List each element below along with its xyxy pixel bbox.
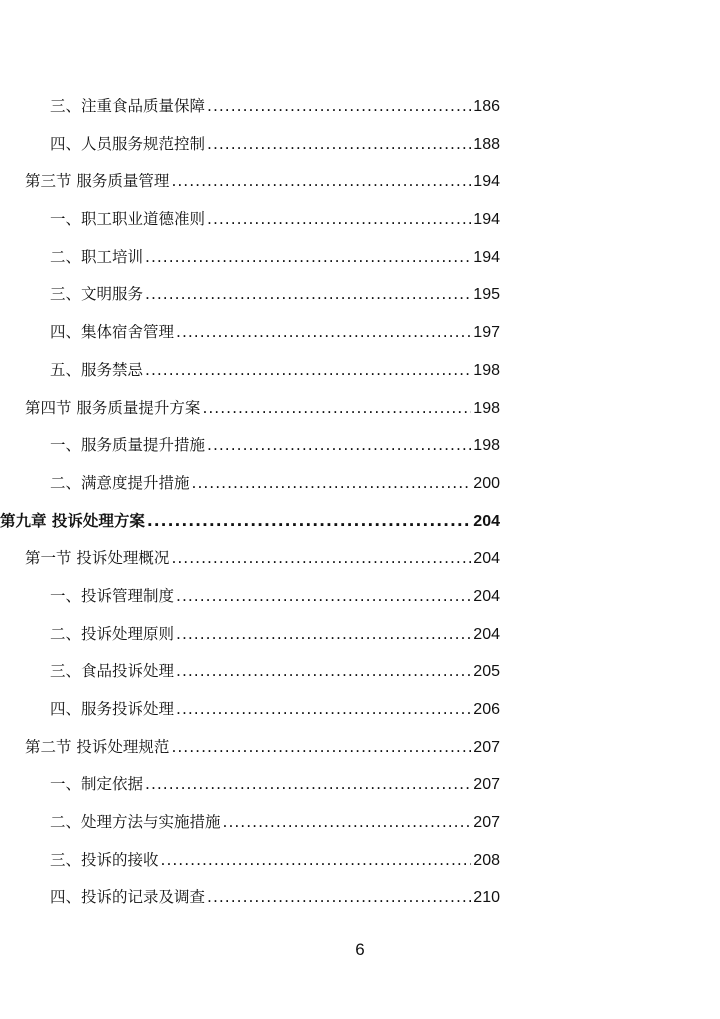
table-of-contents [0,94,720,923]
toc-section-entry[interactable] [25,396,500,434]
toc-entry-page: 198 [473,399,500,417]
toc-entry-title: 二、满意度提升措施 [50,473,190,492]
toc-entry-page: 204 [473,625,500,643]
dot-leader [171,549,471,567]
toc-entry-page: 205 [473,663,500,681]
toc-item-entry[interactable] [50,358,500,396]
dot-leader [207,135,471,153]
toc-item-entry[interactable] [50,94,500,132]
toc-entry-page: 195 [473,286,500,304]
toc-entry-page: 188 [473,135,500,153]
dot-leader [145,285,471,303]
toc-entry-title: 第九章 投诉处理方案 [0,511,145,530]
dot-leader [145,361,471,379]
toc-entry-page: 210 [473,889,500,907]
toc-entry-title: 第一节 投诉处理概况 [25,549,170,568]
dot-leader [171,738,471,756]
toc-entry-title: 二、投诉处理原则 [50,624,175,643]
toc-entry-title: 五、服务禁忌 [50,360,144,379]
dot-leader [171,172,471,190]
toc-item-entry[interactable] [50,132,500,170]
dot-leader [207,97,471,115]
toc-item-entry[interactable] [50,622,500,660]
toc-item-entry[interactable] [50,207,500,245]
toc-entry-title: 三、注重食品质量保障 [50,97,206,115]
toc-entry-title: 四、投诉的记录及调查 [50,888,206,907]
dot-leader [145,248,471,266]
dot-leader [223,813,472,831]
toc-entry-page: 197 [473,324,500,342]
page-number: 6 [355,940,365,959]
toc-entry-title: 二、处理方法与实施措施 [50,813,221,832]
toc-entry-title: 一、投诉管理制度 [50,586,175,605]
dot-leader [176,323,471,341]
toc-entry-title: 二、职工培训 [50,247,144,266]
toc-entry-page: 194 [473,173,500,191]
dot-leader [207,436,471,454]
toc-item-entry[interactable] [50,810,500,848]
toc-section-entry[interactable] [25,546,500,584]
dot-leader [207,210,471,228]
dot-leader [147,512,471,530]
toc-item-entry[interactable] [50,320,500,358]
toc-entry-title: 四、集体宿舍管理 [50,323,175,342]
toc-item-entry[interactable] [50,433,500,471]
toc-entry-page: 186 [473,98,500,115]
dot-leader [192,474,472,492]
toc-item-entry[interactable] [50,697,500,735]
toc-item-entry[interactable] [50,584,500,622]
toc-section-entry[interactable] [25,735,500,773]
toc-entry-title: 四、服务投诉处理 [50,700,175,718]
toc-item-entry[interactable] [50,471,500,509]
toc-entry-page: 194 [473,211,500,229]
toc-entry-page: 207 [473,814,500,832]
toc-item-entry[interactable] [50,245,500,283]
toc-entry-page: 200 [473,474,500,492]
toc-entry-title: 三、文明服务 [50,285,144,304]
toc-entry-title: 一、服务质量提升措施 [50,436,206,455]
dot-leader [207,888,471,906]
toc-entry-title: 四、人员服务规范控制 [50,134,206,153]
toc-entry-page: 204 [473,587,500,605]
dot-leader [145,775,471,793]
dot-leader [202,399,471,417]
toc-entry-title: 一、制定依据 [50,775,144,794]
dot-leader [176,662,471,680]
toc-entry-title: 第二节 投诉处理规范 [25,737,170,756]
toc-entry-title: 三、投诉的接收 [50,850,159,869]
dot-leader [176,587,471,605]
toc-section-entry[interactable] [25,169,500,207]
toc-entry-page: 206 [473,701,500,718]
toc-entry-title: 三、食品投诉处理 [50,662,175,681]
toc-item-entry[interactable] [50,772,500,810]
toc-entry-page: 207 [473,776,500,794]
dot-leader [176,700,471,718]
dot-leader [176,625,471,643]
toc-item-entry[interactable] [50,282,500,320]
toc-entry-page: 204 [473,512,500,530]
toc-entry-title: 第四节 服务质量提升方案 [25,398,201,417]
toc-entry-title: 一、职工职业道德准则 [50,210,206,229]
toc-chapter-entry[interactable] [0,509,500,547]
toc-entry-page: 207 [473,738,500,756]
toc-entry-title: 第三节 服务质量管理 [25,172,170,191]
toc-entry-page: 198 [473,437,500,455]
toc-item-entry[interactable] [50,848,500,886]
toc-item-entry[interactable] [50,659,500,697]
toc-entry-page: 194 [473,248,500,266]
toc-entry-page: 208 [473,851,500,869]
toc-item-entry[interactable] [50,885,500,923]
toc-entry-page: 204 [473,550,500,568]
dot-leader [161,851,472,869]
toc-entry-page: 198 [473,361,500,379]
